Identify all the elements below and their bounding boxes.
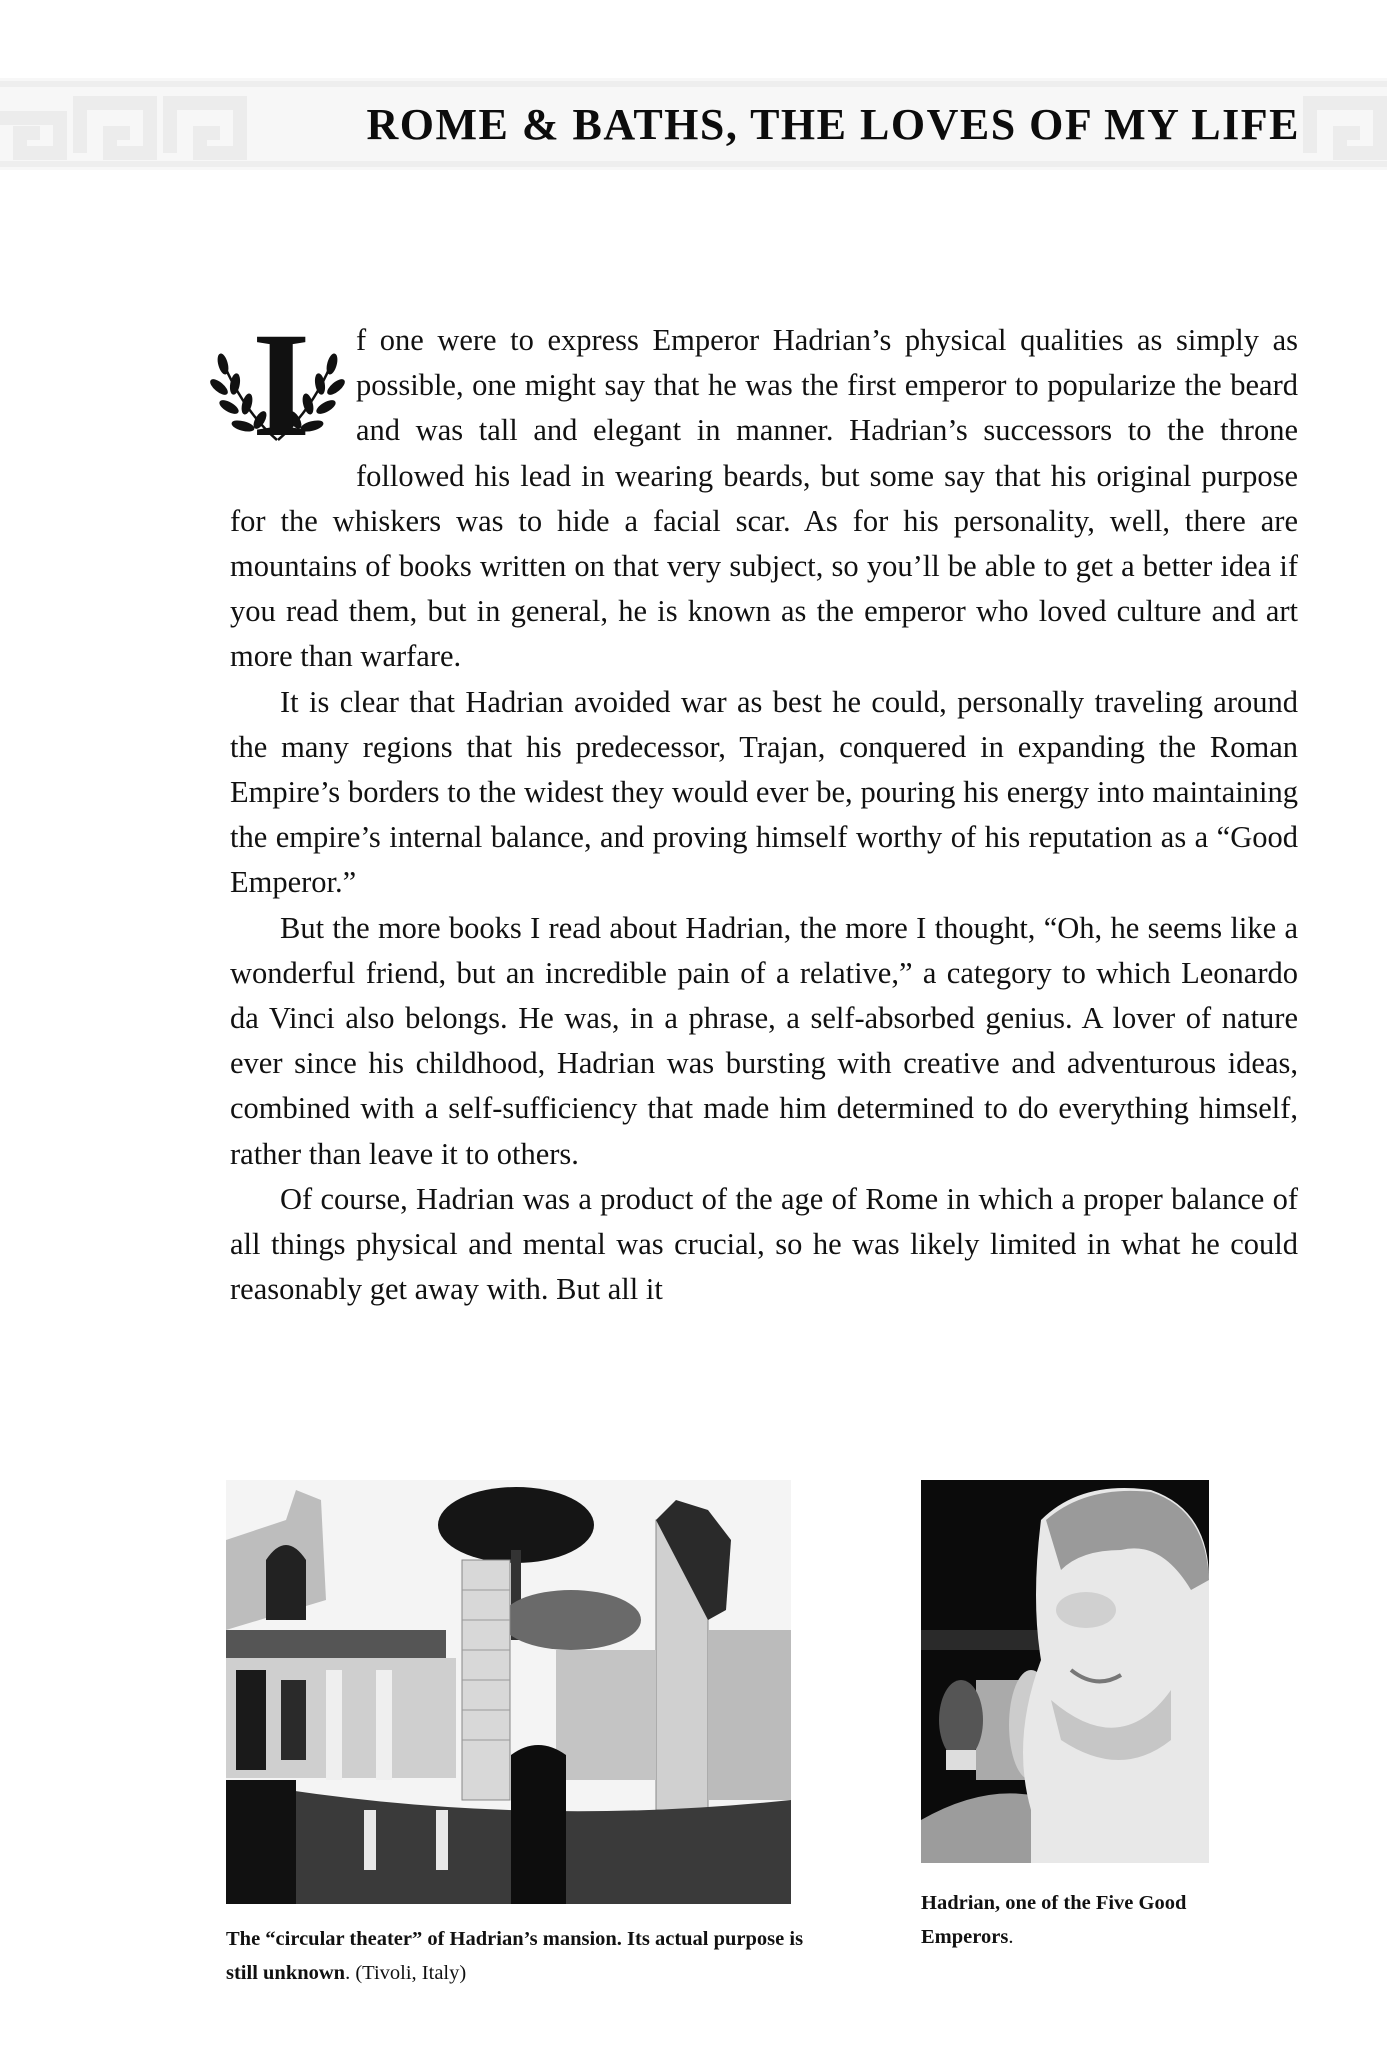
circular-theater-caption bbox=[226, 1922, 826, 1990]
paragraph-1 bbox=[230, 302, 1298, 680]
paragraph-3: But the more books I read about Hadrian, the more I thought, “Oh, he seems like a wonderful friend, but an incredible pain of a relative,” a category to which Leonardo da Vinci also belongs. He was, in a phrase, a self-absorbed genius. A lover of nature ever since his childhood, Hadrian was bursting with creative and adventurous ideas, combined with a self-sufficiency that made him determined to do everything himself, rather than leave it to others. bbox=[230, 910, 1298, 1171]
hadrian-bust-photo bbox=[921, 1480, 1209, 1863]
circular-theater-photo bbox=[226, 1480, 791, 1904]
page-title: ROME & BATHS, THE LOVES OF MY LIFE bbox=[366, 100, 1300, 149]
paragraph-2: It is clear that Hadrian avoided war as best he could, personally traveling around the many regions that his predecessor, Trajan, conquered in expanding the Roman Empire’s borders to the widest they would ever be, pouring his energy into maintaining the empire’s internal balance, and proving himself worthy of his reputation as a “Good Emperor.” bbox=[230, 684, 1298, 900]
paragraph-1-text: f one were to express Emperor Hadrian’s physical qualities as simply as possible, one might say that he was the first emperor to popularize the beard and was tall and elegant in manner. Hadrian’s successors to the throne followed his lead in wearing beards, but some say that his original purpose for the whiskers was to hide a facial scar. As for his personality, well, there are mountains of books written on that very subject, so you’ll be able to get a better idea if you read them, but in general, he is known as the emperor who loved culture and art more than warfare. bbox=[230, 323, 1298, 674]
hadrian-bust-caption-bold: Hadrian, one of the Five Good Emperors bbox=[921, 1892, 1187, 1948]
hadrian-bust-caption bbox=[921, 1886, 1221, 1954]
paragraph-4: Of course, Hadrian was a product of the age of Rome in which a proper balance of all things physical and mental was crucial, so he was likely limited in what he could reasonably get away with. But all it bbox=[230, 1181, 1298, 1307]
circular-theater-caption-bold: The “circular theater” of Hadrian’s mansion. Its actual purpose is still unknown bbox=[226, 1928, 804, 1984]
drop-cap bbox=[205, 302, 350, 468]
hadrian-bust-caption-end: . bbox=[1008, 1926, 1014, 1948]
drop-cap-letter: I bbox=[252, 302, 311, 468]
circular-theater-caption-location: . (Tivoli, Italy) bbox=[345, 1962, 467, 1984]
article-body bbox=[230, 302, 1298, 1312]
